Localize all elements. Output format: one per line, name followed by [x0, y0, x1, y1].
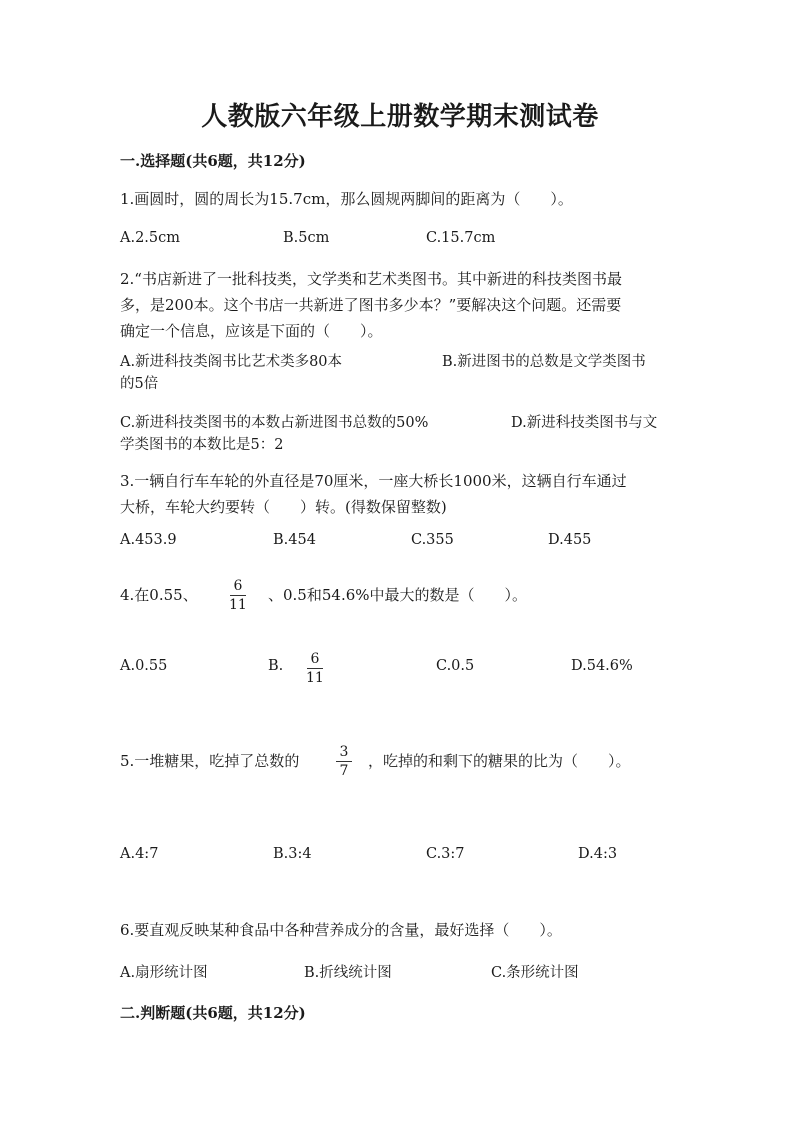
q2-option-c: C.新进科技类图书的本数占新进图书总数的50%: [120, 415, 429, 431]
q5-fraction-numerator: 3: [339, 744, 349, 760]
question-2-line-2: 多，是200本。这个书店一共新进了图书多少本？”要解决这个问题。还需要: [120, 296, 622, 314]
question-3-line-2: 大桥，车轮大约要转（ ）转。(得数保留整数): [120, 498, 447, 516]
question-2-line-3: 确定一个信息，应该是下面的（ ）。: [120, 322, 383, 340]
q5-fraction-denominator: 7: [339, 763, 349, 779]
q5-option-b: B.3:4: [273, 846, 312, 862]
section-heading-judgement: 二.判断题(共6题，共12分): [120, 1004, 306, 1022]
q2-option-d-line-2: 学类图书的本数比是5：2: [120, 437, 284, 453]
fraction-bar: [230, 595, 246, 596]
question-2-line-1: 2.“书店新进了一批科技类，文学类和艺术类图书。其中新进的科技类图书最: [120, 270, 622, 288]
question-3-line-1: 3.一辆自行车车轮的外直径是70厘米，一座大桥长1000米，这辆自行车通过: [120, 472, 627, 490]
q5-option-a: A.4:7: [120, 846, 159, 862]
q4-option-d: D.54.6%: [571, 658, 633, 674]
q6-option-b: B.折线统计图: [304, 965, 392, 981]
q4-option-a: A.0.55: [120, 658, 168, 674]
q4-fraction-denominator: 11: [229, 597, 247, 613]
q1-option-b: B.5cm: [283, 230, 330, 246]
q4-option-b-numerator: 6: [310, 651, 320, 667]
q2-option-b-line-1: B.新进图书的总数是文学类图书: [442, 354, 646, 370]
fraction-bar: [336, 761, 352, 762]
q2-option-b-line-2: 的5倍: [120, 376, 159, 392]
q4-fraction-numerator: 6: [233, 578, 243, 594]
q5-fraction: [336, 744, 352, 779]
question-4-prefix: 4.在0.55、: [120, 586, 198, 604]
question-5-prefix: 5.一堆糖果，吃掉了总数的: [120, 752, 300, 770]
q6-option-c: C.条形统计图: [491, 965, 579, 981]
q4-fraction: [229, 578, 247, 613]
q4-option-c: C.0.5: [436, 658, 475, 674]
q3-option-a: A.453.9: [120, 532, 177, 548]
q4-option-b-label: B.: [268, 658, 284, 674]
question-5-suffix: ，吃掉的和剩下的糖果的比为（ ）。: [368, 752, 631, 770]
q6-option-a: A.扇形统计图: [120, 965, 208, 981]
question-6: 6.要直观反映某种食品中各种营养成分的含量，最好选择（ ）。: [120, 921, 562, 939]
question-1: 1.画圆时，圆的周长为15.7cm，那么圆规两脚间的距离为（ ）。: [120, 190, 573, 208]
q1-option-c: C.15.7cm: [426, 230, 496, 246]
question-4-suffix: 、0.5和54.6%中最大的数是（ ）。: [268, 586, 528, 604]
q3-option-d: D.455: [548, 532, 592, 548]
page-title: 人教版六年级上册数学期末测试卷: [201, 102, 599, 132]
q5-option-c: C.3:7: [426, 846, 465, 862]
q3-option-c: C.355: [411, 532, 454, 548]
q2-option-a: A.新进科技类阁书比艺术类多80本: [120, 354, 343, 370]
section-heading-choice: 一.选择题(共6题，共12分): [120, 152, 306, 170]
q2-option-d-line-1: D.新进科技类图书与文: [511, 415, 658, 431]
q5-option-d: D.4:3: [578, 846, 618, 862]
fraction-bar: [307, 668, 323, 669]
q4-option-b-denominator: 11: [306, 670, 324, 686]
q1-option-a: A.2.5cm: [120, 230, 181, 246]
q4-option-b-fraction: [306, 651, 324, 686]
q3-option-b: B.454: [273, 532, 316, 548]
